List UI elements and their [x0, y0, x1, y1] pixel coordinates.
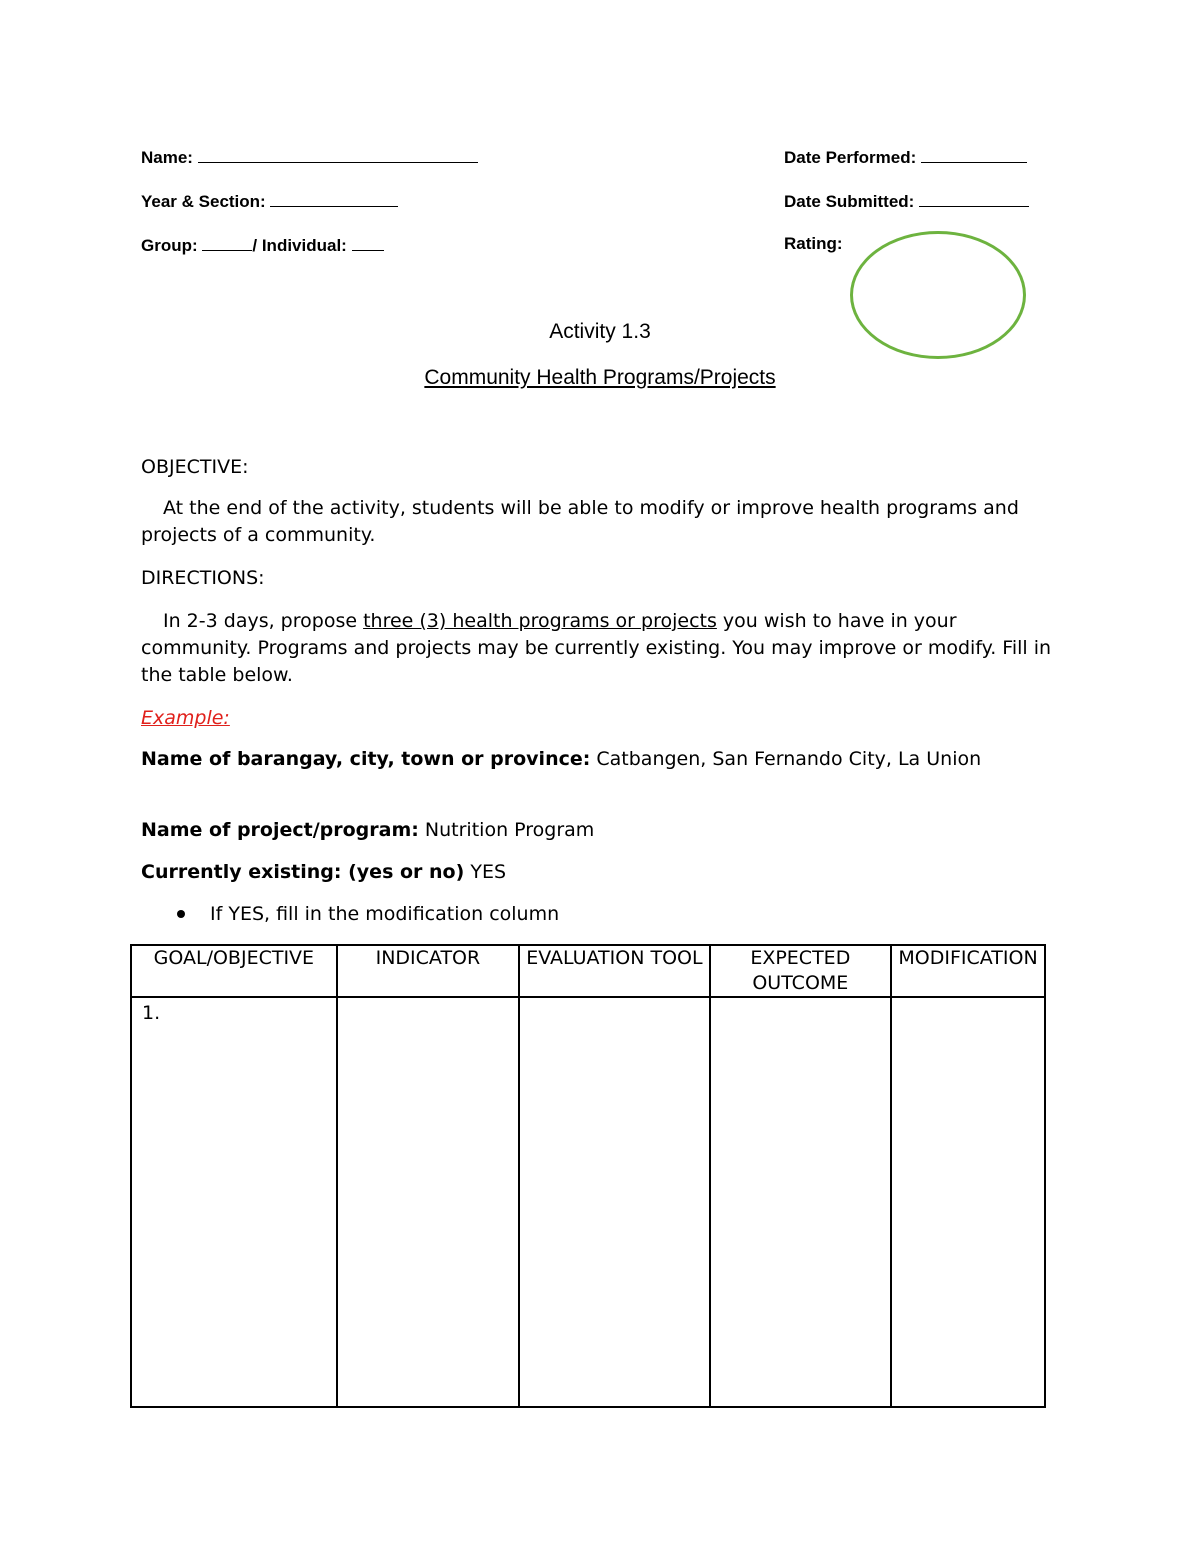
name-blank[interactable] [198, 146, 478, 163]
cell-modification[interactable] [891, 997, 1045, 1407]
header-modification: MODIFICATION [891, 945, 1045, 997]
objective-text: At the end of the activity, students will be able to modify or improve health programs and projects of a community. [141, 497, 1019, 546]
directions-text-start: In 2-3 days, propose [163, 610, 364, 632]
directions-text [141, 608, 1071, 689]
header-expected-outcome: EXPECTED OUTCOME [710, 945, 891, 997]
table-header-row [131, 945, 1045, 997]
bullet-icon [177, 910, 185, 918]
name-label: Name: [141, 148, 193, 167]
header-goal-objective: GOAL/OBJECTIVE [131, 945, 337, 997]
date-performed-field [784, 146, 1027, 168]
date-performed-label: Date Performed: [784, 148, 917, 167]
example-label: Example: [141, 707, 230, 729]
cell-expected-outcome[interactable] [710, 997, 891, 1407]
rating-field [784, 234, 843, 254]
year-section-label: Year & Section: [141, 192, 266, 211]
date-performed-blank[interactable] [921, 146, 1027, 163]
table-row [131, 997, 1045, 1407]
rating-label: Rating: [784, 234, 843, 253]
header-evaluation-tool: EVALUATION TOOL [519, 945, 709, 997]
example-existing [141, 859, 1071, 886]
date-submitted-blank[interactable] [919, 190, 1029, 207]
example-location [141, 746, 1041, 773]
cell-indicator[interactable] [337, 997, 519, 1407]
group-individual-field [141, 234, 384, 256]
individual-blank[interactable] [352, 234, 384, 251]
group-blank[interactable] [202, 234, 252, 251]
bullet-text: If YES, fill in the modification column [210, 903, 560, 925]
program-label: Name of project/program: [141, 819, 419, 841]
year-section-field [141, 190, 398, 212]
cell-evaluation-tool[interactable] [519, 997, 709, 1407]
group-label: Group: [141, 236, 198, 255]
year-section-blank[interactable] [270, 190, 398, 207]
date-submitted-field [784, 190, 1029, 212]
location-label: Name of barangay, city, town or province: [141, 748, 591, 770]
date-submitted-label: Date Submitted: [784, 192, 915, 211]
individual-label: / Individual: [252, 236, 347, 255]
header-indicator: INDICATOR [337, 945, 519, 997]
program-value: Nutrition Program [418, 819, 595, 841]
directions-text-underlined: three (3) health programs or projects [363, 610, 717, 632]
example-program [141, 817, 1071, 844]
existing-value: YES [464, 861, 507, 883]
cell-goal-objective[interactable]: 1. [131, 997, 337, 1407]
activity-subtitle-text: Community Health Programs/Projects [424, 366, 776, 389]
activity-subtitle [0, 366, 1200, 390]
example-label-line [141, 705, 1071, 732]
objective-heading: OBJECTIVE: [141, 456, 249, 478]
name-field [141, 146, 478, 168]
activity-title: Activity 1.3 [549, 320, 651, 343]
location-value: Catbangen, San Fernando City, La Union [590, 748, 982, 770]
program-table [130, 944, 1046, 1408]
directions-heading: DIRECTIONS: [141, 567, 265, 589]
existing-label: Currently existing: (yes or no) [141, 861, 465, 883]
directions-text-end: you wish to have in your community. Programs and projects may be currently existing. You may improve or modify. Fill in the table below. [141, 610, 1052, 686]
